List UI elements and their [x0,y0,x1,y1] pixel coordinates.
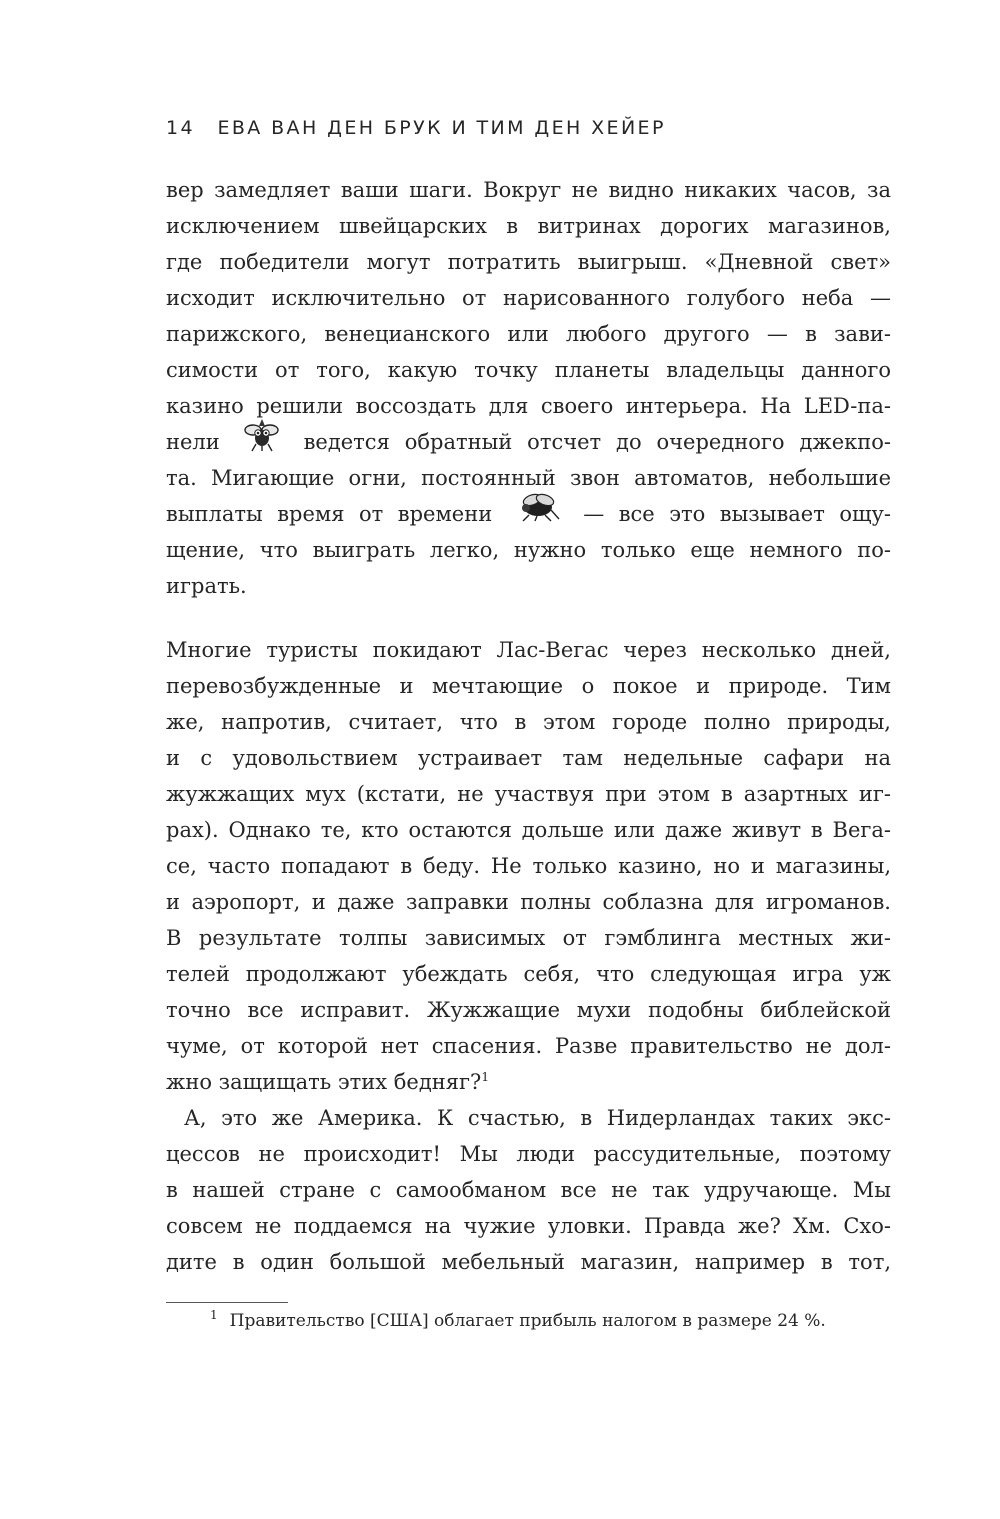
text-line: совсем не поддаемся на чужие уловки. Правда же? Хм. Схо- [166,1214,891,1238]
paragraph-1 [166,172,891,604]
text-line: точно все исправит. Жужжащие мухи подобны библейской [166,998,891,1022]
running-header [166,117,666,139]
text-segment: выплаты время от времени [166,502,493,526]
text-line: перевозбужденные и мечтающие о покое и природе. Тим [166,674,891,698]
fly-eating-icon [515,492,561,533]
footnote [210,1307,826,1335]
text-line: где победители могут потратить выигрыш. «Дневной свет» [166,250,891,274]
text-line [166,1064,891,1100]
text-line: парижского, венецианского или любого другого — в зави- [166,322,891,346]
text-line: щение, что выиграть легко, нужно только еще немного по- [166,538,891,562]
text-line: и с удовольствием устраивает там недельные сафари на [166,746,891,770]
text-line: Многие туристы покидают Лас-Вегас через несколько дней, [166,638,891,662]
text-line [166,424,891,460]
fly-with-party-hat-icon [243,418,281,463]
text-segment: ведется обратный отсчет до очередного джекпо- [303,430,891,454]
text-line: симости от того, какую точку планеты владельцы данного [166,358,891,382]
text-line: рах). Однако те, кто остаются дольше или даже живут в Вега- [166,818,891,842]
text-line: исключением швейцарских в витринах дорогих магазинов, [166,214,891,238]
text-segment: жно защищать этих бедняг? [166,1070,482,1094]
text-line: и аэропорт, и даже заправки полны соблазна для игроманов. [166,890,891,914]
running-title: ЕВА ВАН ДЕН БРУК И ТИМ ДЕН ХЕЙЕР [217,117,666,139]
text-segment: — все это вызывает ощу- [583,502,891,526]
text-line: А, это же Америка. К счастью, в Нидерландах таких экс- [184,1106,891,1130]
text-line: дите в один большой мебельный магазин, например в тот, [166,1250,891,1274]
text-line: та. Мигающие огни, постоянный звон автоматов, небольшие [166,466,891,490]
text-segment: нели [166,430,220,454]
text-line: цессов не происходит! Мы люди рассудительные, поэтому [166,1142,891,1166]
text-line: вер замедляет ваши шаги. Вокруг не видно никаких часов, за [166,178,891,202]
text-line: играть. [166,574,247,598]
text-line: в нашей стране с самообманом все не так удручающе. Мы [166,1178,891,1202]
text-line [166,496,891,532]
footnote-mark: 1 [210,1308,218,1323]
footnote-divider [166,1302,288,1303]
text-line: чуме, от которой нет спасения. Разве правительство не дол- [166,1034,891,1058]
paragraph-2 [166,632,891,1100]
text-line: В результате толпы зависимых от гэмблинга местных жи- [166,926,891,950]
page-number: 14 [166,117,195,139]
text-line: телей продолжают убеждать себя, что следующая игра уж [166,962,891,986]
text-line: се, часто попадают в беду. Не только казино, но и магазины, [166,854,891,878]
text-line: же, напротив, считает, что в этом городе полно природы, [166,710,891,734]
text-line: жужжащих мух (кстати, не участвуя при этом в азартных иг- [166,782,891,806]
text-line: исходит исключительно от нарисованного голубого неба — [166,286,891,310]
footnote-reference[interactable]: 1 [481,1070,489,1084]
paragraph-3 [166,1100,891,1280]
text-line: казино решили воссоздать для своего интерьера. На LED-па- [166,394,891,418]
footnote-text: Правительство [США] облагает прибыль налогом в размере 24 %. [229,1311,826,1331]
